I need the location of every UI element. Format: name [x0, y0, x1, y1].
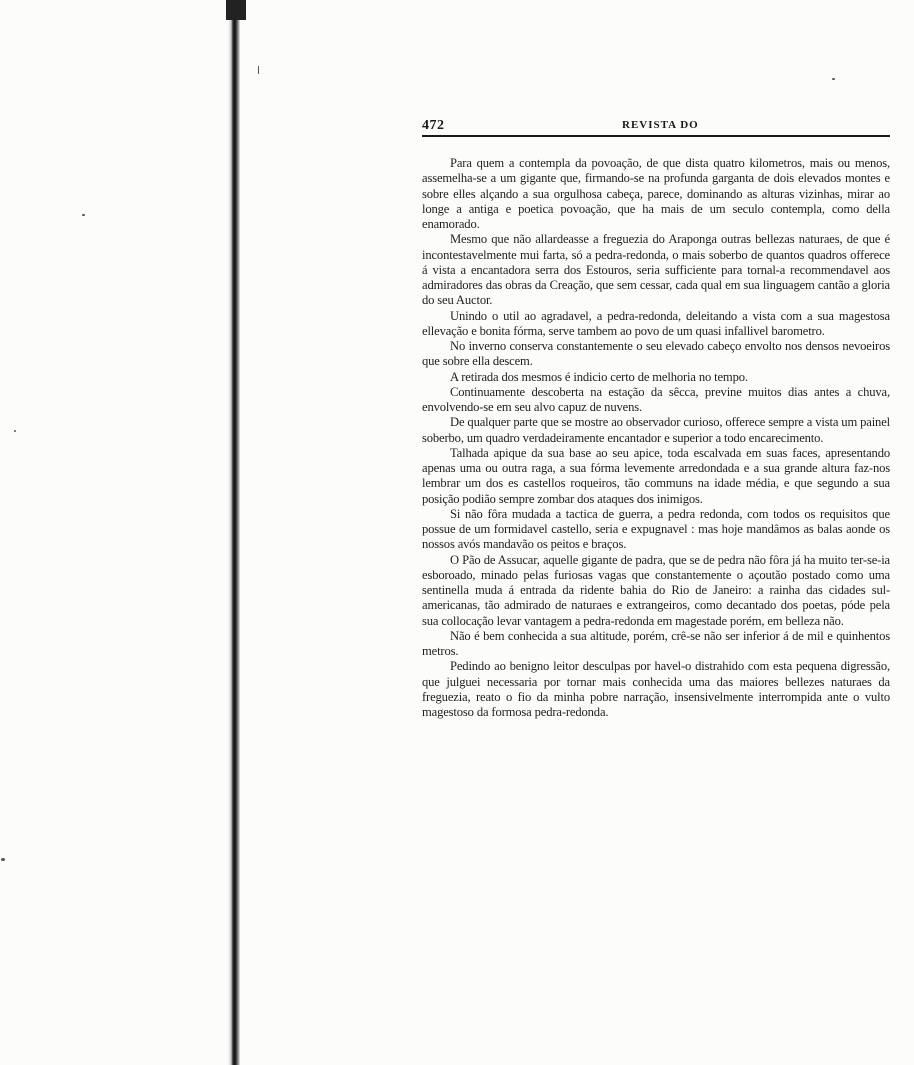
body-text	[422, 156, 890, 720]
paragraph: De qualquer parte que se mostre ao observador curioso, offerece sempre a vista um painel soberbo, um quadro verdadeiramente encantador e superior a todo encarecimento.	[422, 415, 890, 445]
running-header	[422, 116, 890, 136]
book-binding	[228, 0, 240, 1065]
paragraph: Pedindo ao benigno leitor desculpas por havel-o distrahido com esta pequena digressão, que julguei necessaria por tornar mais conhecida uma das maiores bellezes naturaes da freguezia, reato o fio da minha pobre narração, insensivelmente interrompida ante o vulto magestoso da formosa pedra-redonda.	[422, 659, 890, 719]
paragraph: Mesmo que não allardeasse a freguezia do Araponga outras bellezas naturaes, de que é incontestavelmente mui farta, só a pedra-redonda, o mais soberbo de quantos quadros offerece á vista a encantadora serra dos Estouros, seria sufficiente para tornal-a recommendavel aos admiradores das obras da Creação, que sem cessar, cada qual em sua linguagem cantão a gloria do seu Auctor.	[422, 232, 890, 308]
book-page	[422, 116, 890, 719]
paragraph: Não é bem conhecida a sua altitude, porém, crê-se não ser inferior á de mil e quinhentos metros.	[422, 628, 890, 658]
paragraph: Continuamente descoberta na estação da sêcca, previne muitos dias antes a chuva, envolvendo-se em seu alvo capuz de nuvens.	[422, 384, 890, 414]
paragraph: Unindo o util ao agradavel, a pedra-redonda, deleitando a vista com a sua magestosa ellevação e bonita fórma, serve tambem ao povo de um quasi infallivel barometro.	[422, 308, 890, 338]
paragraph: Para quem a contempla da povoação, de que dista quatro kilometros, mais ou menos, assemelha-se a um gigante que, firmando-se na profunda garganta de dois elevados montes e sobre elles alçando a sua orgulhosa cabeça, parece, dominando as alturas vizinhas, mirar ao longe a antiga e poetica povoação, que ha mais de um seculo contempla, como della enamorado.	[422, 156, 890, 231]
binding-shadow	[226, 0, 246, 20]
running-title: REVISTA DO	[622, 119, 699, 131]
paragraph: O Pão de Assucar, aquelle gigante de padra, que se de pedra não fôra já ha muito ter-se-ia esboroado, minado pelas furiosas vagas que constantemente o açoutão postado como uma sentinella muda á entrada da ridente bahia do Rio de Janeiro: a rainha das cidades sul-americanas, tão admirado de naturaes e extrangeiros, como decantado dos poetas, póde pela sua collocação levar vantagem a pedra-redonda em magestade porém, em belleza não.	[422, 552, 890, 628]
paragraph: No inverno conserva constantemente o seu elevado cabeço envolto nos densos nevoeiros que sobre ella descem.	[422, 339, 890, 369]
paragraph: Si não fôra mudada a tactica de guerra, a pedra redonda, com todos os requisitos que possue de um formidavel castello, seria e expugnavel : mas hoje mandâmos as balas aonde os nossos avós mandavão os peitos e braços.	[422, 506, 890, 552]
paragraph: Talhada apique da sua base ao seu apice, toda escalvada em suas faces, apresentando apenas uma ou outra raga, a sua fórma levemente arredondada e a sua grande altura faz-nos lembrar um dos es castellos roqueiros, tão communs na idade média, e que segundo a sua posição podião sempre zombar dos ataques dos inimigos.	[422, 445, 890, 506]
page-number: 472	[422, 118, 445, 133]
header-rule	[422, 135, 890, 137]
paragraph: A retirada dos mesmos é indicio certo de melhoria no tempo.	[450, 369, 748, 384]
